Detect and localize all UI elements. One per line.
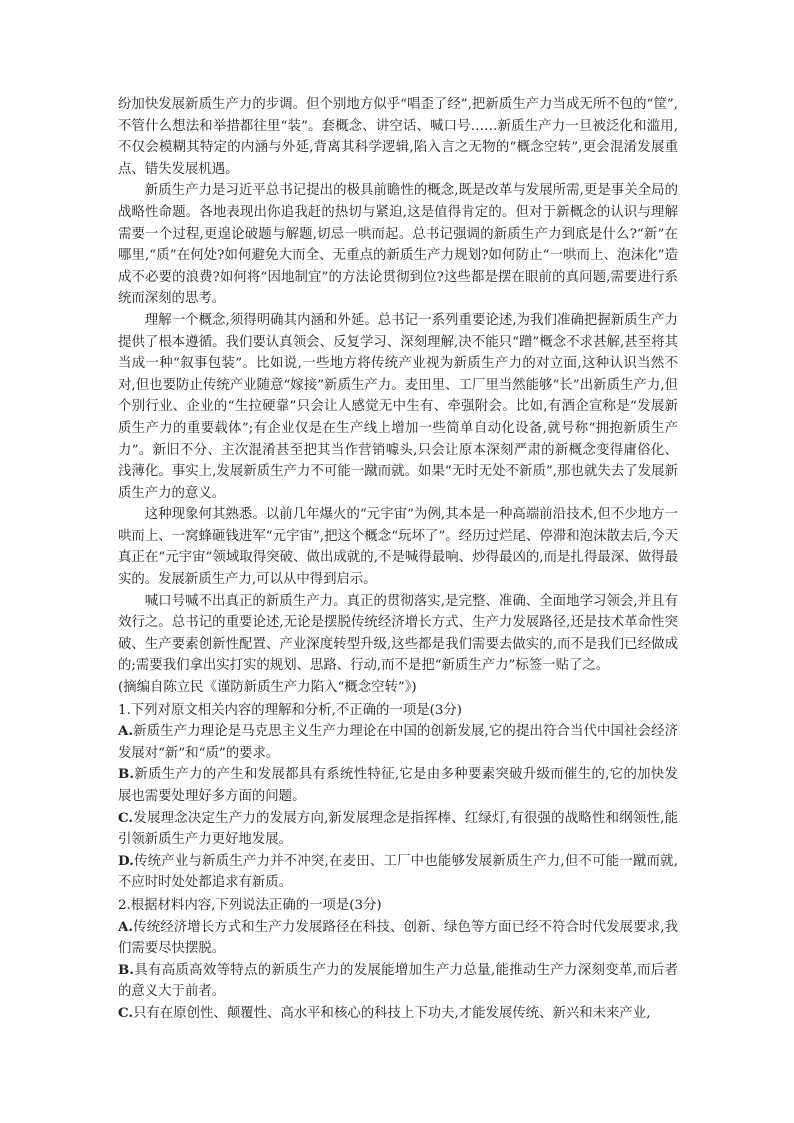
option-label: C. xyxy=(118,1004,134,1021)
option-label: D. xyxy=(118,852,134,869)
question-title: 2.根据材料内容,下列说法正确的一项是(3分) xyxy=(118,897,382,913)
question-option-b xyxy=(118,764,678,807)
option-label: B. xyxy=(118,961,134,978)
article-body xyxy=(118,94,678,699)
question-title: 1.下列对原文相关内容的理解和分析,不正确的一项是(3分) xyxy=(118,702,462,718)
option-text: 只有在原创性、颠覆性、高水平和核心的科技上下功夫,才能发展传统、新兴和未来产业, xyxy=(133,1005,651,1021)
question-option-c xyxy=(118,808,678,851)
option-text: 新质生产力理论是马克思主义生产力理论在中国的创新发展,它的提出符合当代中国社会经济发展对“新”和“质”的要求。 xyxy=(118,724,678,761)
question-option-c xyxy=(118,1003,678,1025)
option-label: A. xyxy=(118,918,134,935)
question-2 xyxy=(118,895,678,1025)
article-paragraph: 纷加快发展新质生产力的步调。但个别地方似乎“唱歪了经”,把新质生产力当成无所不包的“筐”,不管什么想法和举措都往里“装”。套概念、讲空话、喊口号……新质生产力一旦被泛化和滥用,不仅会模糊其特定的内涵与外延,背离其科学逻辑,陷入言之无物的“概念空转”,更会混淆发展重点、错失发展机遇。 xyxy=(118,97,678,177)
question-option-d xyxy=(118,851,678,894)
option-text: 传统经济增长方式和生产力发展路径在科技、创新、绿色等方面已经不符合时代发展要求,我们需要尽快摆脱。 xyxy=(118,919,678,957)
article-paragraph: 这种现象何其熟悉。以前几年爆火的“元宇宙”为例,其本是一种高端前沿技术,但不少地方一哄而上、一窝蜂砸钱进军“元宇宙”,把这个概念“玩坏了”。经历过烂尾、停滞和泡沫散去后,今天真正在“元宇宙”领域取得突破、做出成就的,不是喊得最响、炒得最凶的,而是扎得最深、做得最实的。发展新质生产力,可以从中得到启示。 xyxy=(118,507,678,588)
question-1 xyxy=(118,700,678,894)
article-source: (摘编自陈立民《谨防新质生产力陷入“概念空转”》) xyxy=(118,680,417,696)
article-paragraph: 喊口号喊不出真正的新质生产力。真正的贯彻落实,是完整、准确、全面地学习领会,并且有效行之。总书记的重要论述,无论是摆脱传统经济增长方式、生产力发展路径,还是技术革命性突破、生产要素创新性配置、产业深度转型升级,这些都是我们需要去做实的,而不是我们已经做成的;需要我们拿出实打实的规划、思路、行动,而不是把“新质生产力”标签一贴了之。 xyxy=(118,593,678,674)
article-paragraph: 新质生产力是习近平总书记提出的极具前瞻性的概念,既是改革与发展所需,更是事关全局的战略性命题。各地表现出你追我赶的热切与紧迫,这是值得肯定的。但对于新概念的认识与理解需要一个过程,更遑论破题与解题,切忌一哄而起。总书记强调的新质生产力到底是什么?“新”在哪里,“质”在何处?如何避免大而全、无重点的新质生产力规划?如何防止“一哄而上、泡沫化”造成不必要的浪费?如何将“因地制宜”的方法论贯彻到位?这些都是摆在眼前的真问题,需要进行系统而深刻的思考。 xyxy=(118,183,678,307)
option-text: 传统产业与新质生产力并不冲突,在麦田、工厂中也能够发展新质生产力,但不可能一蹴而就,不应时时处处都追求有新质。 xyxy=(118,853,678,891)
option-label: C. xyxy=(118,809,134,826)
article-paragraph: 理解一个概念,须得明确其内涵和外延。总书记一系列重要论述,为我们准确把握新质生产力提供了根本遵循。我们要认真领会、反复学习、深刻理解,决不能只“蹭”概念不求甚解,甚至将其当成一种“叙事包装”。比如说,一些地方将传统产业视为新质生产力的对立面,这种认识当然不对,但也要防止传统产业随意“嫁接”新质生产力。麦田里、工厂里当然能够“长”出新质生产力,但个别行业、企业的“生拉硬靠”只会让人感觉无中生有、牵强附会。比如,有酒企宣称是“发展新质生产力的重要载体”;有企业仅是在生产线上增加一些简单自动化设备,就号称“拥抱新质生产力”。新旧不分、主次混淆甚至把其当作营销噱头,只会让原本深刻严肃的新概念变得庸俗化、浅薄化。事实上,发展新质生产力不可能一蹴而就。如果“无时无处不新质”,那也就失去了发展新质生产力的意义。 xyxy=(118,312,678,501)
option-label: A. xyxy=(118,723,134,740)
question-option-a xyxy=(118,917,678,960)
document-page xyxy=(118,94,678,1025)
question-option-a xyxy=(118,721,678,764)
option-text: 发展理念决定生产力的发展方向,新发展理念是指挥棒、红绿灯,有很强的战略性和纲领性,能引领新质生产力更好地发展。 xyxy=(118,810,678,848)
option-label: B. xyxy=(118,766,134,783)
option-text: 具有高质高效等特点的新质生产力的发展能增加生产力总量,能推动生产力深刻变革,而后者的意义大于前者。 xyxy=(118,962,678,1000)
question-option-b xyxy=(118,960,678,1003)
option-text: 新质生产力的产生和发展都具有系统性特征,它是由多种要素突破升级而催生的,它的加快发展也需要处理好多方面的问题。 xyxy=(118,767,678,804)
